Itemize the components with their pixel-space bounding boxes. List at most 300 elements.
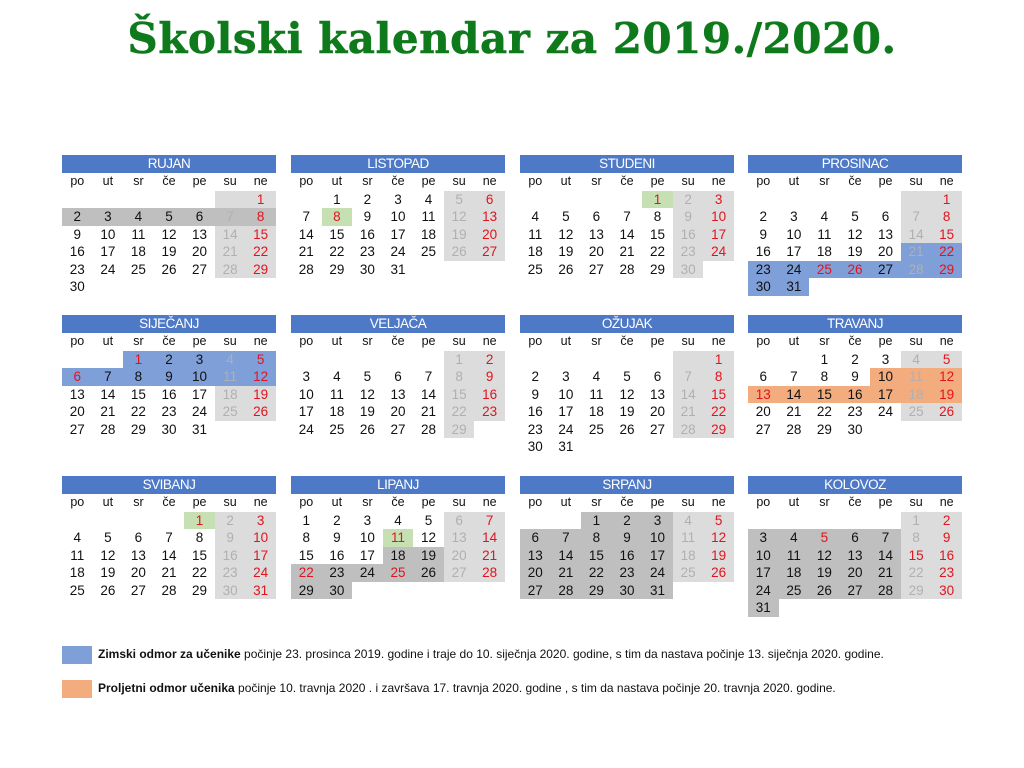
- day-cell: 13: [588, 226, 604, 242]
- day-cell: 9: [154, 368, 185, 386]
- day-cell: 15: [901, 547, 932, 565]
- legend-winter: [62, 646, 892, 680]
- day-cell: 12: [703, 529, 734, 547]
- day-cell: 17: [100, 244, 116, 259]
- day-cell: 25: [527, 261, 543, 277]
- weekday-label: su: [909, 334, 923, 348]
- day-cell: 23: [748, 261, 779, 279]
- day-cell: 8: [901, 529, 932, 547]
- day-cell: 21: [870, 564, 901, 582]
- day-cell: 17: [390, 226, 406, 242]
- legend-swatch-winter: [62, 646, 92, 664]
- day-cell: 5: [851, 209, 859, 224]
- weekday-label: su: [452, 174, 466, 188]
- day-cell: 21: [786, 404, 802, 419]
- weekday-label: pe: [421, 495, 436, 509]
- empty-cell: [748, 191, 779, 209]
- day-cell: 29: [444, 421, 475, 439]
- day-cell: 2: [333, 512, 341, 528]
- day-cell: 25: [588, 421, 604, 437]
- weekday-label: ne: [482, 174, 497, 188]
- day-cell: 2: [62, 208, 93, 226]
- day-cell: 6: [184, 208, 215, 226]
- day-cell: 11: [589, 386, 604, 402]
- day-cell: 26: [444, 243, 475, 261]
- weekday-label: ut: [788, 174, 800, 188]
- day-cell: 31: [558, 439, 574, 454]
- day-cell: 7: [551, 529, 582, 547]
- weekday-label: sr: [819, 495, 830, 509]
- month-srpanj: [520, 476, 734, 599]
- day-cell: 27: [130, 582, 146, 598]
- day-cell: 15: [809, 386, 840, 404]
- day-cell: 24: [192, 404, 208, 419]
- day-cell: 20: [755, 404, 771, 419]
- legend-spring-text: počinje 10. travnja 2020 . i završava 17. travnja 2020. godine , s tim da nastava počinje 20. travnja 2020. godine.: [234, 681, 836, 695]
- day-cell: 4: [215, 351, 246, 369]
- day-cell: 27: [390, 421, 406, 437]
- day-cell: 10: [298, 386, 314, 402]
- empty-cell: [673, 351, 704, 369]
- day-cell: 12: [421, 530, 437, 545]
- month-studeni: [520, 155, 734, 278]
- day-cell: 24: [878, 404, 894, 419]
- day-cell: 8: [931, 208, 962, 226]
- day-cell: 15: [931, 226, 962, 244]
- day-cell: 8: [322, 208, 353, 226]
- day-cell: 6: [881, 209, 890, 224]
- day-cell: 29: [650, 261, 666, 277]
- weekday-label: pe: [421, 334, 436, 348]
- weekday-label: su: [452, 495, 466, 509]
- month-title: PROSINAC: [748, 155, 962, 173]
- day-cell: 12: [809, 547, 840, 565]
- weekday-label: pe: [650, 334, 665, 348]
- empty-cell: [551, 351, 582, 369]
- day-cell: 21: [901, 243, 932, 261]
- day-cell: 6: [134, 530, 143, 545]
- weekday-label: ne: [253, 495, 268, 509]
- day-cell: 17: [245, 547, 276, 565]
- day-cell: 2: [851, 351, 859, 367]
- day-cell: 16: [755, 244, 771, 259]
- month-title: TRAVANJ: [748, 315, 962, 333]
- day-cell: 13: [192, 226, 208, 242]
- day-cell: 17: [786, 244, 802, 259]
- day-cell: 7: [424, 369, 433, 384]
- weekday-label: su: [223, 174, 237, 188]
- day-cell: 4: [592, 369, 601, 384]
- legend-winter-title: Zimski odmor za učenike: [98, 647, 241, 661]
- day-cell: 23: [359, 244, 375, 259]
- day-cell: 17: [298, 404, 314, 419]
- empty-cell: [779, 512, 810, 530]
- day-cell: 31: [192, 421, 208, 437]
- day-cell: 16: [215, 547, 246, 565]
- day-cell: 11: [215, 368, 246, 386]
- weekday-label: sr: [362, 334, 373, 348]
- day-cell: 15: [329, 226, 345, 242]
- day-cell: 6: [444, 512, 475, 530]
- empty-cell: [748, 512, 779, 530]
- weekday-label: po: [299, 174, 314, 188]
- day-cell: 7: [474, 512, 505, 530]
- day-cell: 3: [245, 512, 276, 530]
- day-cell: 9: [363, 209, 372, 224]
- day-cell: 26: [840, 261, 871, 279]
- empty-cell: [520, 512, 551, 530]
- day-cell: 9: [673, 208, 704, 226]
- month-days-grid: [62, 333, 276, 438]
- day-cell: 13: [130, 547, 146, 563]
- month-title: VELJAČA: [291, 315, 505, 333]
- month-days-grid: [748, 333, 962, 438]
- day-cell: 20: [390, 404, 406, 419]
- day-cell: 4: [333, 369, 341, 384]
- day-cell: 12: [359, 386, 375, 402]
- legend-winter-text: počinje 23. prosinca 2019. godine i traje do 10. siječnja 2020. godine, s tim da nastava počinje 13. siječnja 2020. godine.: [240, 647, 884, 661]
- day-cell: 1: [931, 191, 962, 209]
- empty-cell: [322, 351, 353, 369]
- month-days-grid: [520, 173, 734, 278]
- month-siječanj: [62, 315, 276, 438]
- day-cell: 29: [245, 261, 276, 279]
- day-cell: 17: [748, 564, 779, 582]
- day-cell: 15: [444, 386, 475, 404]
- day-cell: 20: [878, 244, 894, 259]
- day-cell: 26: [703, 564, 734, 582]
- month-kolovoz: [748, 476, 962, 617]
- day-cell: 14: [215, 226, 246, 244]
- day-cell: 19: [558, 244, 574, 259]
- weekday-label: če: [391, 334, 405, 348]
- month-days-grid: [62, 494, 276, 599]
- day-cell: 8: [123, 368, 154, 386]
- empty-cell: [291, 191, 322, 209]
- day-cell: 30: [322, 582, 353, 600]
- day-cell: 10: [786, 226, 802, 242]
- day-cell: 21: [551, 564, 582, 582]
- month-svibanj: [62, 476, 276, 599]
- day-cell: 18: [130, 244, 146, 259]
- day-cell: 9: [851, 369, 859, 384]
- day-cell: 26: [931, 403, 962, 421]
- day-cell: 13: [748, 386, 779, 404]
- day-cell: 25: [69, 582, 85, 598]
- weekday-label: ne: [253, 174, 268, 188]
- empty-cell: [62, 351, 93, 369]
- day-cell: 20: [520, 564, 551, 582]
- empty-cell: [581, 191, 612, 209]
- day-cell: 17: [558, 404, 574, 419]
- day-cell: 23: [474, 403, 505, 421]
- weekday-label: ne: [939, 334, 954, 348]
- month-title: OŽUJAK: [520, 315, 734, 333]
- day-cell: 1: [302, 512, 311, 528]
- day-cell: 6: [62, 368, 93, 386]
- day-cell: 17: [642, 547, 673, 565]
- day-cell: 7: [93, 368, 124, 386]
- day-cell: 3: [93, 208, 124, 226]
- day-cell: 9: [612, 529, 643, 547]
- month-title: SIJEČANJ: [62, 315, 276, 333]
- weekday-label: ne: [482, 334, 497, 348]
- day-cell: 17: [703, 226, 734, 244]
- day-cell: 1: [901, 512, 932, 530]
- empty-cell: [154, 512, 185, 530]
- weekday-label: ut: [560, 495, 572, 509]
- day-cell: 30: [931, 582, 962, 600]
- weekday-label: če: [391, 174, 405, 188]
- day-cell: 4: [424, 191, 433, 207]
- day-cell: 3: [302, 369, 311, 384]
- weekday-label: po: [756, 174, 771, 188]
- day-cell: 5: [562, 209, 570, 224]
- month-title: RUJAN: [62, 155, 276, 173]
- weekday-label: sr: [591, 174, 602, 188]
- day-cell: 24: [298, 421, 314, 437]
- day-cell: 21: [421, 404, 437, 419]
- day-cell: 22: [581, 564, 612, 582]
- day-cell: 5: [623, 369, 631, 384]
- day-cell: 19: [161, 244, 177, 259]
- month-prosinac: [748, 155, 962, 296]
- day-cell: 6: [592, 209, 601, 224]
- day-cell: 1: [703, 351, 734, 369]
- day-cell: 13: [390, 386, 406, 402]
- day-cell: 21: [619, 244, 635, 259]
- day-cell: 4: [820, 209, 829, 224]
- weekday-label: po: [528, 174, 543, 188]
- day-cell: 29: [130, 421, 146, 437]
- day-cell: 23: [847, 404, 863, 419]
- day-cell: 3: [881, 351, 890, 367]
- day-cell: 24: [779, 261, 810, 279]
- weekday-label: pe: [650, 174, 665, 188]
- legend-spring: [62, 680, 892, 714]
- month-title: LISTOPAD: [291, 155, 505, 173]
- day-cell: 11: [131, 226, 146, 242]
- day-cell: 9: [474, 368, 505, 386]
- day-cell: 14: [100, 386, 116, 402]
- day-cell: 6: [394, 369, 402, 384]
- day-cell: 3: [748, 529, 779, 547]
- day-cell: 31: [642, 582, 673, 600]
- weekday-label: če: [848, 334, 862, 348]
- day-cell: 16: [527, 404, 543, 419]
- day-cell: 19: [359, 404, 375, 419]
- day-cell: 15: [581, 547, 612, 565]
- day-cell: 2: [759, 209, 768, 224]
- weekday-label: po: [528, 334, 543, 348]
- day-cell: 19: [619, 404, 635, 419]
- month-days-grid: [748, 494, 962, 617]
- empty-cell: [62, 512, 93, 530]
- day-cell: 1: [333, 191, 341, 207]
- day-cell: 1: [444, 351, 475, 369]
- day-cell: 23: [527, 421, 543, 437]
- day-cell: 28: [215, 261, 246, 279]
- day-cell: 11: [528, 226, 543, 242]
- empty-cell: [809, 191, 840, 209]
- day-cell: 2: [474, 351, 505, 369]
- day-cell: 10: [703, 208, 734, 226]
- day-cell: 2: [931, 512, 962, 530]
- day-cell: 25: [329, 421, 345, 437]
- day-cell: 24: [352, 564, 383, 582]
- weekday-label: ne: [711, 334, 726, 348]
- day-cell: 18: [421, 226, 437, 242]
- day-cell: 6: [840, 529, 871, 547]
- day-cell: 19: [444, 226, 475, 244]
- day-cell: 7: [901, 208, 932, 226]
- day-cell: 29: [901, 582, 932, 600]
- weekday-label: ut: [102, 495, 114, 509]
- day-cell: 7: [215, 208, 246, 226]
- day-cell: 8: [444, 368, 475, 386]
- day-cell: 11: [817, 226, 832, 242]
- weekday-label: ne: [253, 334, 268, 348]
- day-cell: 27: [192, 261, 208, 277]
- weekday-label: su: [681, 334, 695, 348]
- day-cell: 2: [215, 512, 246, 530]
- day-cell: 19: [413, 547, 444, 565]
- day-cell: 16: [69, 244, 85, 259]
- day-cell: 29: [581, 582, 612, 600]
- day-cell: 3: [790, 209, 798, 224]
- empty-cell: [779, 191, 810, 209]
- weekday-label: ut: [788, 334, 800, 348]
- day-cell: 16: [161, 386, 177, 402]
- empty-cell: [901, 191, 932, 209]
- day-cell: 13: [650, 386, 666, 402]
- month-days-grid: [62, 173, 276, 296]
- day-cell: 30: [612, 582, 643, 600]
- day-cell: 27: [870, 261, 901, 279]
- day-cell: 3: [394, 191, 402, 207]
- weekday-label: ne: [939, 495, 954, 509]
- day-cell: 12: [245, 368, 276, 386]
- day-cell: 25: [383, 564, 414, 582]
- empty-cell: [93, 191, 124, 209]
- day-cell: 11: [329, 386, 344, 402]
- day-cell: 18: [588, 404, 604, 419]
- day-cell: 11: [673, 529, 704, 547]
- day-cell: 9: [333, 530, 341, 545]
- day-cell: 27: [520, 582, 551, 600]
- weekday-label: sr: [819, 174, 830, 188]
- weekday-label: su: [223, 334, 237, 348]
- day-cell: 8: [581, 529, 612, 547]
- day-cell: 14: [619, 226, 635, 242]
- day-cell: 23: [612, 564, 643, 582]
- day-cell: 23: [931, 564, 962, 582]
- day-cell: 9: [73, 226, 82, 242]
- day-cell: 18: [779, 564, 810, 582]
- day-cell: 6: [653, 369, 662, 384]
- weekday-label: pe: [878, 495, 893, 509]
- day-cell: 16: [612, 547, 643, 565]
- day-cell: 25: [421, 244, 437, 259]
- day-cell: 20: [840, 564, 871, 582]
- day-cell: 31: [779, 278, 810, 296]
- day-cell: 16: [329, 547, 345, 563]
- day-cell: 23: [215, 564, 246, 582]
- day-cell: 28: [786, 421, 802, 437]
- day-cell: 27: [588, 261, 604, 277]
- weekday-label: če: [620, 174, 634, 188]
- day-cell: 3: [703, 191, 734, 209]
- day-cell: 5: [363, 369, 372, 384]
- day-cell: 18: [329, 404, 345, 419]
- day-cell: 7: [165, 530, 173, 545]
- day-cell: 18: [215, 386, 246, 404]
- day-cell: 12: [100, 547, 116, 563]
- day-cell: 17: [192, 386, 208, 402]
- day-cell: 18: [816, 244, 832, 259]
- weekday-label: ne: [482, 495, 497, 509]
- day-cell: 20: [588, 244, 604, 259]
- weekday-label: su: [223, 495, 237, 509]
- day-cell: 14: [779, 386, 810, 404]
- month-days-grid: [291, 494, 505, 599]
- day-cell: 2: [612, 512, 643, 530]
- empty-cell: [779, 351, 810, 369]
- day-cell: 24: [558, 421, 574, 437]
- day-cell: 21: [474, 547, 505, 565]
- day-cell: 10: [359, 530, 375, 545]
- day-cell: 30: [847, 421, 863, 437]
- day-cell: 12: [161, 226, 177, 242]
- day-cell: 14: [421, 386, 437, 402]
- day-cell: 25: [215, 403, 246, 421]
- day-cell: 28: [100, 421, 116, 437]
- day-cell: 15: [298, 547, 314, 563]
- day-cell: 24: [642, 564, 673, 582]
- day-cell: 6: [520, 529, 551, 547]
- day-cell: 17: [359, 547, 375, 563]
- month-title: SVIBANJ: [62, 476, 276, 494]
- day-cell: 30: [69, 279, 85, 294]
- weekday-label: če: [391, 495, 405, 509]
- day-cell: 14: [901, 226, 932, 244]
- weekday-label: po: [756, 334, 771, 348]
- day-cell: 27: [69, 421, 85, 437]
- day-cell: 8: [820, 369, 829, 384]
- empty-cell: [809, 512, 840, 530]
- day-cell: 2: [673, 191, 704, 209]
- day-cell: 19: [703, 547, 734, 565]
- empty-cell: [184, 191, 215, 209]
- day-cell: 14: [551, 547, 582, 565]
- day-cell: 20: [444, 547, 475, 565]
- weekday-label: ut: [788, 495, 800, 509]
- day-cell: 4: [73, 530, 82, 545]
- day-cell: 16: [840, 386, 871, 404]
- day-cell: 29: [816, 421, 832, 437]
- day-cell: 24: [703, 243, 734, 261]
- day-cell: 14: [870, 547, 901, 565]
- empty-cell: [383, 351, 414, 369]
- weekday-label: po: [70, 174, 85, 188]
- month-title: STUDENI: [520, 155, 734, 173]
- day-cell: 22: [901, 564, 932, 582]
- day-cell: 8: [195, 530, 204, 545]
- day-cell: 16: [359, 226, 375, 242]
- day-cell: 1: [581, 512, 612, 530]
- day-cell: 22: [703, 403, 734, 421]
- day-cell: 8: [653, 209, 662, 224]
